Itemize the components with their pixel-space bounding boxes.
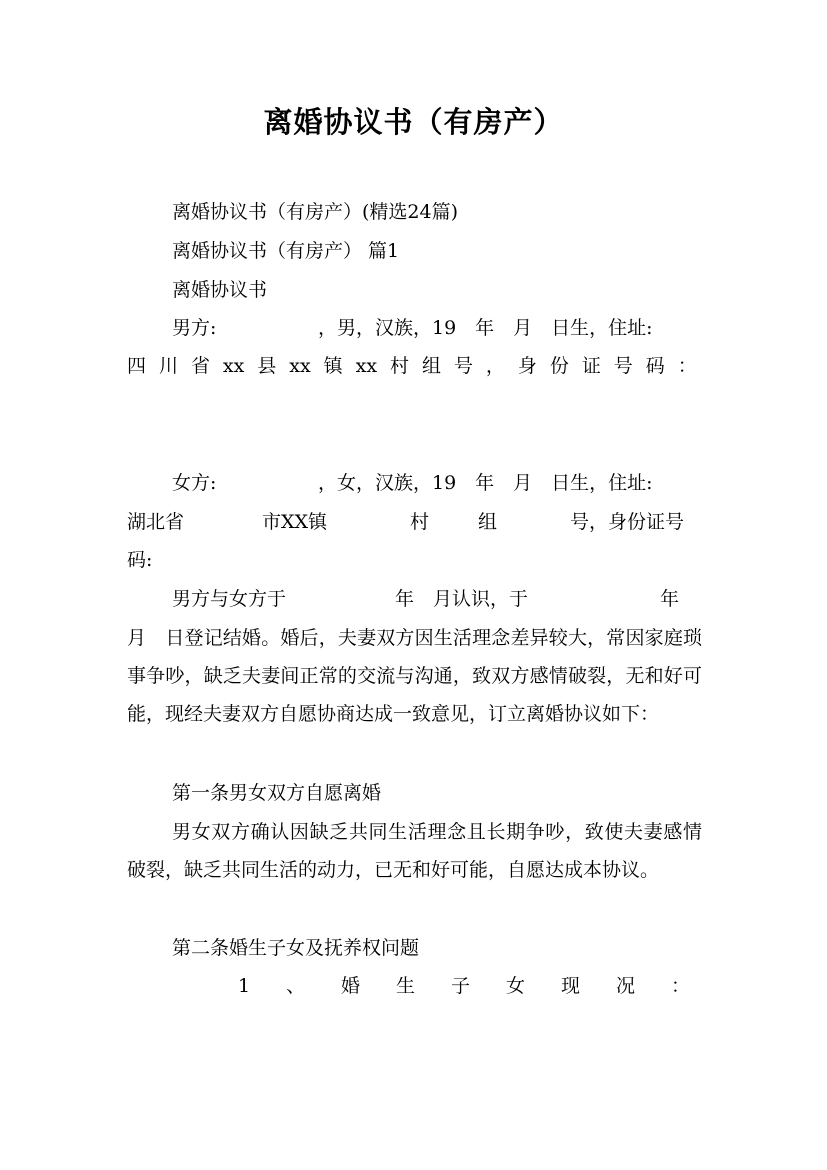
article-2-item-token: ：	[670, 975, 690, 997]
document-subtitle: 离婚协议书（有房产）(精选24篇)	[172, 201, 459, 223]
female-address-village: 村	[410, 511, 430, 533]
male-address-token: xx	[355, 355, 378, 377]
female-id-suffix: 码:	[127, 549, 153, 571]
male-address-token: 村	[390, 355, 410, 377]
male-address-line	[127, 352, 697, 380]
article-2-item-token: 子	[451, 975, 471, 997]
section-heading: 离婚协议书（有房产） 篇1	[172, 240, 400, 262]
article-2-item-token: 现	[560, 975, 580, 997]
article-1-title: 第一条男女双方自愿离婚	[172, 782, 382, 804]
male-details: ，男，汉族，19 年 月 日生，住址:	[318, 317, 653, 339]
female-details: ，女，汉族，19 年 月 日生，住址:	[318, 472, 653, 494]
intro-line-1b: 年 月认识，于	[395, 588, 529, 610]
male-label: 男方:	[172, 317, 217, 339]
male-address-token: xx	[222, 355, 245, 377]
female-address-province: 湖北省	[127, 511, 185, 533]
male-address-token: 四	[127, 355, 147, 377]
male-address-token: xx	[289, 355, 311, 377]
article-2-item-token: 婚	[341, 975, 361, 997]
article-2-item-token: 、	[286, 975, 306, 997]
male-address-token: 镇	[323, 355, 343, 377]
male-address-token: 身	[517, 355, 537, 377]
intro-paragraph-body: 月 日登记结婚。婚后，夫妻双方因生活理念差异较大，常因家庭琐事争吵，缺乏夫妻间正常的交流与沟通，致双方感情破裂，无和好可能，现经夫妻双方自愿协商达成一致意见，订立离婚协议如下：	[127, 627, 702, 725]
male-address-token: 号	[613, 355, 633, 377]
female-address-town: 市XX镇	[262, 511, 328, 533]
female-address-number: 号，身份证号	[570, 511, 685, 533]
article-2-item-token: 生	[396, 975, 416, 997]
article-2-item-token: 女	[506, 975, 526, 997]
article-2-item-token: 况	[615, 975, 635, 997]
female-address-group: 组	[478, 511, 498, 533]
intro-line-1c: 年	[660, 588, 680, 610]
intro-line-1a: 男方与女方于	[172, 588, 287, 610]
male-address-token: 证	[581, 355, 601, 377]
document-title: 离婚协议书（有房产）	[263, 105, 564, 139]
article-2-item-token: 1	[238, 975, 251, 997]
male-address-token: 份	[549, 355, 569, 377]
male-address-token: ，	[485, 355, 505, 377]
article-2-item-1	[238, 972, 690, 1000]
article-2-title: 第二条婚生子女及抚养权问题	[172, 937, 420, 959]
male-address-token: ：	[677, 355, 697, 377]
male-address-token: 号	[453, 355, 473, 377]
male-address-token: 组	[421, 355, 441, 377]
male-address-token: 川	[158, 355, 178, 377]
male-address-token: 省	[190, 355, 210, 377]
article-1-body: 男女双方确认因缺乏共同生活理念且长期争吵，致使夫妻感情破裂，缺乏共同生活的动力，已无和好可能，自愿达成本协议。	[127, 821, 702, 881]
female-label: 女方:	[172, 472, 217, 494]
male-address-token: 码	[645, 355, 665, 377]
agreement-heading: 离婚协议书	[172, 279, 268, 301]
male-address-token: 县	[257, 355, 277, 377]
